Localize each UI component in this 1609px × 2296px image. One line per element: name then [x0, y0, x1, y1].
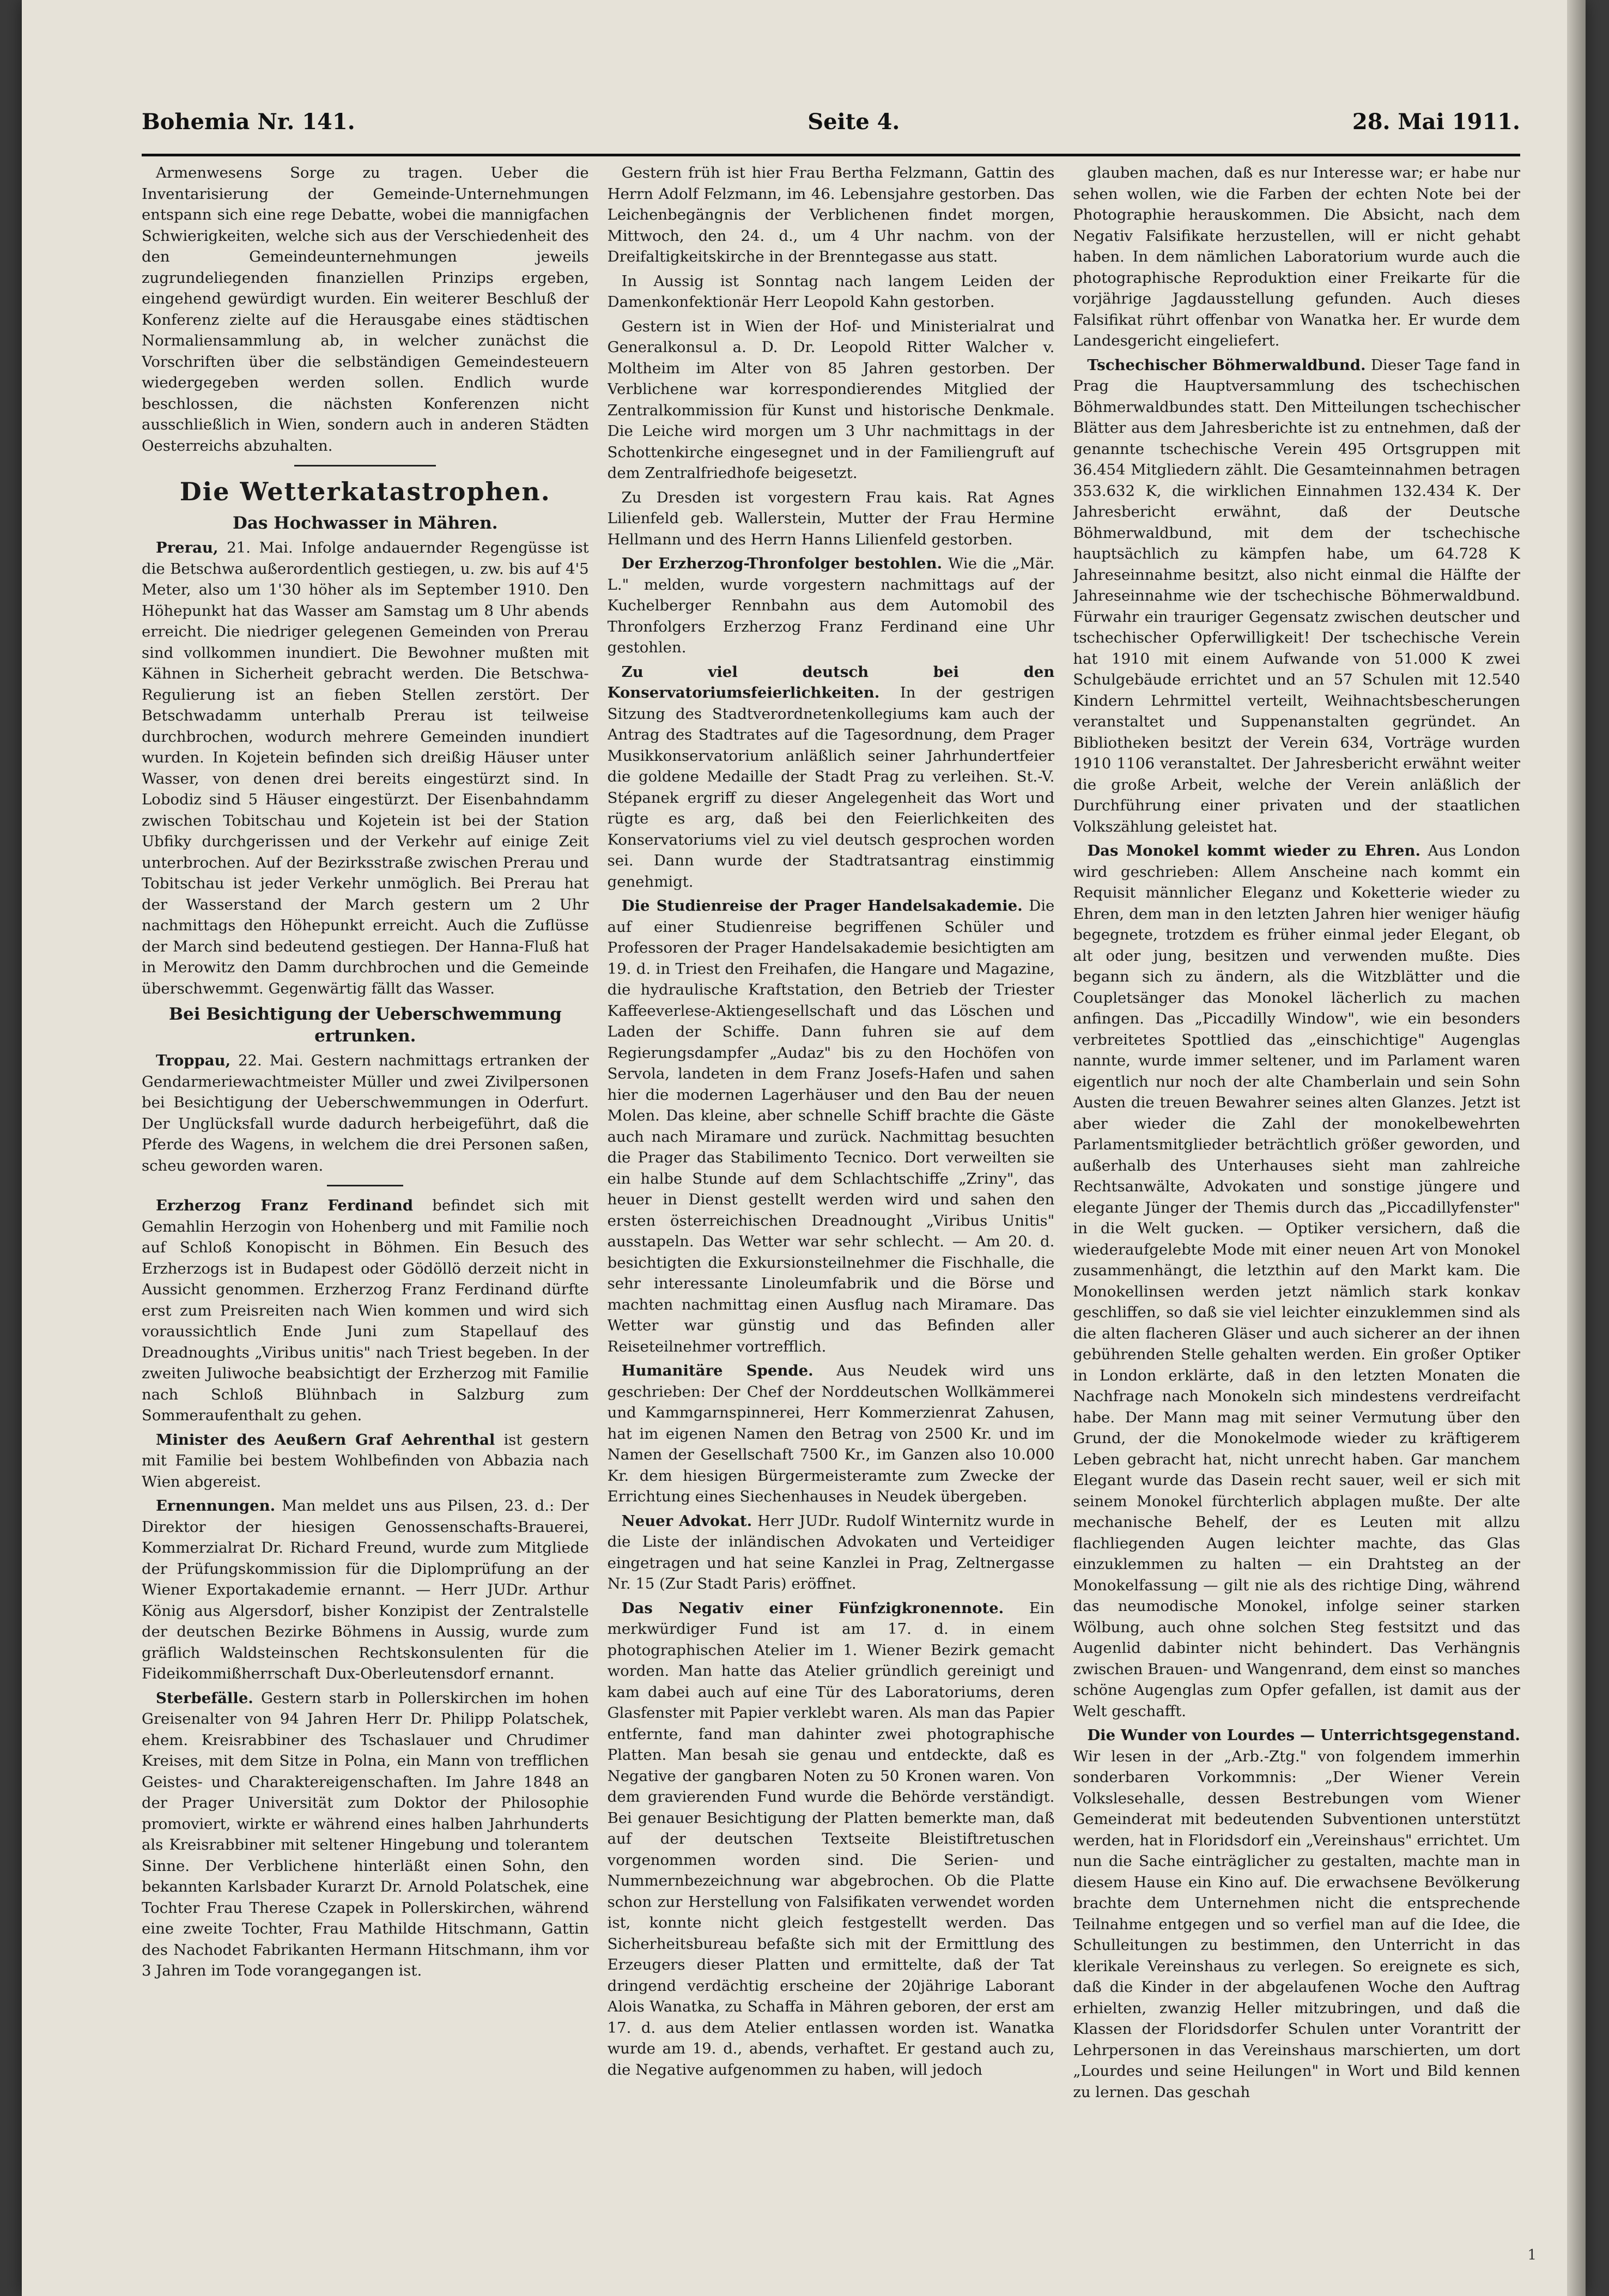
article-paragraph: Sterbefälle. Gestern starb in Pollerskirchen im hohen Greisenalter von 94 Jahren Herr Dr. Philipp Polatschek, ehem. Kreisrabbiner des Tschaslauer und Chrudimer Kreises, mit dem Sitze in Polna, ein Mann von trefflichen Geistes- und Charaktereigenschaften. Im Jahre 1848 an der Prager Universität zum Doktor der Philosophie promoviert, wirkte er während eines halben Jahrhunderts als Kreisrabbiner mit seltener Hingebung und tolerantem Sinne. Der Verblichene hinterläßt einen Sohn, den bekannten Karlsbader Kurarzt Dr. Arnold Polatschek, eine Tochter Frau Therese Czapek in Pollerskirchen, während eine zweite Tochter, Frau Mathilde Hitschmann, Gattin des Nachodet Fabrikanten Hermann Hitschmann, ihm vor 3 Jahren im Tode vorangegangen ist. [142, 1689, 589, 1979]
paragraph-lead: Humanitäre Spende. [621, 1362, 813, 1379]
newspaper-page [22, 0, 1586, 2296]
paragraph-lead: Neuer Advokat. [621, 1512, 752, 1530]
article-paragraph: Tschechischer Böhmerwaldbund. Dieser Tage fand in Prag die Hauptversammlung des tschechischen Böhmerwaldbundes statt. Den Mitteilungen tschechischer Blätter aus dem Jahresberichte ist zu entnehmen, daß der genannte tschechische Verein 495 Ortsgruppen mit 36.454 Mitgliedern zählt. Die Gesamteinnahmen betragen 353.632 K, die wirklichen Einnahmen 132.434 K. Der Jahresbericht erwähnt, daß der Deutsche Böhmerwaldbund, mit dem der tschechische hauptsächlich zu kämpfen habe, um 64.728 K Jahreseinnahme besitzt, also nicht einmal die Hälfte der Jahreseinnahme wie der tschechische Böhmerwaldbund. Fürwahr ein trauriger Gegensatz zwischen deutscher und tschechischer Opferwilligkeit! Der tschechische Verein hat 1910 mit einem Aufwande von 51.000 K zwei Schulgebäude errichtet und an 57 Schulen mit 12.540 Kindern Lehrmittel verteilt, Weihnachtsbescherungen veranstaltet und Suppenanstalten gegründet. An Bibliotheken besitzt der Verein 634, Vorträge wurden 1910 1106 veranstaltet. Der Jahresbericht erwähnt weiter die große Arbeit, welche der Verein anläßlich der Durchführung einer privaten und der staatlichen Volkszählung geleistet hat. [1073, 356, 1520, 835]
article-paragraph: Neuer Advokat. Herr JUDr. Rudolf Winternitz wurde in die Liste der inländischen Advokaten und Verteidiger eingetragen und hat seine Kanzlei in Prag, Zeltnergasse Nr. 15 (Zur Stadt Paris) eröffnet. [607, 1512, 1055, 1592]
article-paragraph: Gestern früh ist hier Frau Bertha Felzmann, Gattin des Herrn Adolf Felzmann, im 46. Lebensjahre gestorben. Das Leichenbegängnis der Verblichenen findet morgen, Mittwoch, den 24. d., um 4 Uhr nachm. von der Dreifaltigkeitskirche in der Brenntegasse aus statt. [607, 164, 1055, 265]
header-page-number: Seite 4. [807, 109, 900, 135]
column-1 [142, 162, 589, 2242]
paragraph-lead: Zu viel deutsch bei den Konservatoriumsfeierlichkeiten. [607, 663, 1055, 701]
article-paragraph: Das Negativ einer Fünfzigkronennote. Ein merkwürdiger Fund ist am 17. d. in einem photographischen Atelier im 1. Wiener Bezirk gemacht worden. Man hatte das Atelier gründlich gereinigt und kam dabei auch auf eine Tür des Laboratoriums, deren Glasfenster mit Papier verklebt waren. Als man das Papier entfernte, fand man dahinter zwei photographische Platten. Man besah sie genau und entdeckte, daß es Negative der gangbaren Noten zu 50 Kronen waren. Von dem gravierenden Fund wurde die Behörde verständigt. Bei genauer Besichtigung der Platten bemerkte man, daß auf der deutschen Textseite Bleistiftretuschen vorgenommen worden sind. Die Serien- und Nummernbezeichnung war abgebrochen. Ob die Platte schon zur Herstellung von Falsifikaten verwendet worden ist, konnte nicht gleich festgestellt werden. Das Sicherheitsbureau befaßte sich mit der Ermittlung des Erzeugers dieser Platten und ermittelte, daß der Tat dringend verdächtig erscheine der 20jährige Laborant Alois Wanatka, zu Schaffa in Mähren geboren, der erst am 17. d. aus dem Atelier entlassen worden ist. Wanatka wurde am 19. d., abends, verhaftet. Er gestand auch zu, die Negative aufgenommen zu haben, will jedoch [607, 1599, 1055, 2079]
article-paragraph: Die Wunder von Lourdes — Unterrichtsgegenstand. Wir lesen in der „Arb.-Ztg." von folgendem immerhin sonderbaren Vorkommnis: „Der Wiener Verein Volkslesehalle, dessen Bestrebungen vom Wiener Gemeinderat mit bedeutenden Subventionen unterstützt werden, hat in Floridsdorf ein „Vereinshaus" errichtet. Um nun die Sache einträglicher zu gestalten, machte man in diesem Hause ein Kino auf. Die erwachsene Bevölkerung brachte dem Unternehmen nicht die entsprechende Teilnahme entgegen und so verfiel man auf die Idee, die Schulleitungen zu bestimmen, den Unterricht in das klerikale Vereinshaus zu verlegen. So ereignete es sich, daß die Kinder in der abgelaufenen Woche den Auftrag erhielten, zwanzig Heller mitzubringen, und daß die Klassen der Floridsdorfer Schulen unter Vorantritt der Lehrpersonen in das Vereinshaus marschierten, um dort „Lourdes und seine Heilungen" in Wort und Bild kennen zu lernen. Das geschah [1073, 1726, 1520, 2101]
paragraph-lead: Troppau, [156, 1052, 231, 1069]
paragraph-lead: Ernennungen. [156, 1497, 276, 1514]
article-paragraph: Das Monokel kommt wieder zu Ehren. Aus London wird geschrieben: Allem Anscheine nach kommt ein Requisit männlicher Eleganz und Koketterie wieder zu Ehren, dem man in den letzten Jahren hier weniger häufig begegnete, trotzdem es früher einmal jeder Elegant, ob alt oder jung, besitzen und verwenden mußte. Dies begann sich zu ändern, als die Witzblätter und die Coupletsänger das Monokel lächerlich zu machen anfingen. Das „Piccadilly Window", wie ein besonders verbreitetes Spottlied das „einschichtige" Augenglas nannte, wurde immer seltener, und im Parlament waren eigentlich nur noch der alte Chamberlain und sein Sohn Austen die treuen Bewahrer seines alten Glanzes. Jetzt ist aber wieder die Zahl der monokelbewehrten Parlamentsmitglieder beträchtlich größer geworden, und außerhalb des Unterhauses sieht man zahlreiche Rechtsanwälte, Advokaten und sonstige jüngere und elegante Jünger der Themis durch das „Piccadillyfenster" in die Welt gucken. — Optiker versichern, daß die wiederaufgelebte Mode mit einer neuen Art von Monokel zusammenhängt, die letzthin auf den Markt kam. Die Monokellinsen werden jetzt nämlich stark konkav geschliffen, so daß sie viel leichter einzuklemmen sind als die alten flacheren Gläser und auch sicherer an der ihnen gebührenden Stelle gehalten werden. Ein großer Optiker in London erklärte, daß in den letzten Monaten die Nachfrage nach Monokeln sich mindestens verdreifacht habe. Der Mann mag mit seiner Vermutung über den Grund, der die Monokelmode wieder zu kräftigerem Leben gebracht hat, nicht unrecht haben. Gar manchem Elegant wurde das Dasein recht sauer, weil er sich mit seinem Monokel fürchterlich abplagen mußte. Der alte mechanische Behelf, der es Leuten mit allzu flachliegenden Augen leichter machte, das Glas einzuklemmen zu halten — ein Drahtsteg an der Monokelfassung — gilt nie als des richtige Ding, während das neumodische Monokel, infolge seiner starken Wölbung, auch ohne solchen Steg festsitzt und das Augenlid dabinter nicht behindert. Das Verhängnis zwischen Brauen- und Wangenrand, dem einst so manches schöne Augenglas zum Opfer gefallen, ist damit aus der Welt geschafft. [1073, 842, 1520, 1720]
section-subheading: Das Hochwasser in Mähren. [233, 513, 498, 533]
article-paragraph: Erzherzog Franz Ferdinand befindet sich mit Gemahlin Herzogin von Hohenberg und mit Familie noch auf Schloß Konopischt in Böhmen. Ein Besuch des Erzherzogs ist in Budapest oder Gödöllö derzeit nicht in Aussicht genommen. Erzherzog Franz Ferdinand dürfte erst zum Preisreiten nach Wien kommen und wird sich voraussichtlich Ende Juni zum Stapellauf des Dreadnoughts „Viribus unitis" nach Triest begeben. In der zweiten Juliwoche beabsichtigt der Erzherzog mit Familie nach Schloß Blühnbach in Salzburg zum Sommeraufenthalt zu gehen. [142, 1197, 589, 1424]
article-paragraph: Armenwesens Sorge zu tragen. Ueber die Inventarisierung der Gemeinde-Unternehmungen entspann sich eine rege Debatte, wobei die mannigfachen Schwierigkeiten, welche sich aus der Verschiedenheit des den Gemeindeunternehmungen jeweils zugrundeliegenden finanziellen Prinzips ergeben, eingehend gewürdigt wurden. Ein weiterer Beschluß der Konferenz zielte auf die Herausgabe eines städtischen Normaliensammlung ab, in welcher zunächst die Vorschriften über die selbständigen Gemeindesteuern wiedergegeben werden sollen. Endlich wurde beschlossen, die nächsten Konferenzen nicht ausschließlich in Wien, sondern auch in anderen Städten Oesterreichs abzuhalten. [142, 164, 589, 455]
article-columns [142, 162, 1520, 2242]
section-separator [294, 465, 436, 467]
header-date: 28. Mai 1911. [1352, 109, 1520, 135]
article-paragraph: Troppau, 22. Mai. Gestern nachmittags ertranken der Gendarmeriewachtmeister Müller und zwei Zivilpersonen bei Besichtigung der Ueberschwemmungen in Oderfurt. Der Unglücksfall wurde dadurch herbeigeführt, daß die Pferde des Wagens, in welchem die drei Personen saßen, scheu geworden waren. [142, 1052, 589, 1174]
paragraph-lead: Erzherzog Franz Ferdinand [156, 1197, 414, 1214]
article-paragraph: Gestern ist in Wien der Hof- und Ministerialrat und Generalkonsul a. D. Dr. Leopold Ritter Walcher v. Moltheim im Alter von 85 Jahren gestorben. Der Verblichene war korrespondierendes Mitglied der Zentralkommission für Kunst und historische Denkmale. Die Leiche wird morgen um 3 Uhr nachmittags in der Schottenkirche eingesegnet und in der Familiengruft auf dem Zentralfriedhofe beigesetzt. [607, 317, 1055, 482]
paragraph-lead: Die Wunder von Lourdes — Unterrichtsgegenstand. [1087, 1726, 1520, 1744]
page-corner-mark: 1 [1527, 2247, 1537, 2263]
article-paragraph: Ernennungen. Man meldet uns aus Pilsen, 23. d.: Der Direktor der hiesigen Genossenschafts-Brauerei, Kommerzialrat Dr. Richard Freund, wurde zum Mitgliede der Prüfungskommission für die Diplomprüfung an der Wiener Exportakademie ernannt. — Herr JUDr. Arthur König aus Algersdorf, bisher Konzipist der Zentralstelle der deutschen Bezirke Böhmens in Aussig, wurde zum gräflich Waldsteinschen Rechtskonsulenten für die Fideikommißherrschaft Dux-Oberleutensdorf ernannt. [142, 1497, 589, 1682]
paragraph-lead: Minister des Aeußern Graf Aehrenthal [156, 1431, 495, 1449]
paragraph-lead: Tschechischer Böhmerwaldbund. [1087, 356, 1366, 374]
paragraph-lead: Die Studienreise der Prager Handelsakademie. [621, 897, 1023, 914]
paragraph-lead: Sterbefälle. [156, 1689, 253, 1707]
page-header [142, 109, 1520, 147]
section-subheading: Bei Besichtigung der Ueberschwemmung ertrunken. [168, 1004, 562, 1046]
paragraph-lead: Der Erzherzog-Thronfolger bestohlen. [621, 555, 943, 572]
article-paragraph: Humanitäre Spende. Aus Neudek wird uns geschrieben: Der Chef der Norddeutschen Wollkämmerei und Kammgarnspinnerei, Herr Kommerzienrat Zahusen, hat im eigenen Namen den Betrag von 2500 Kr. und im Namen der Gesellschaft 7500 Kr., im Ganzen also 10.000 Kr. dem hiesigen Bürgermeisteramte zum Zwecke der Errichtung eines Siechenhauses in Neudek übergeben. [607, 1362, 1055, 1505]
header-publication: Bohemia Nr. 141. [142, 109, 355, 135]
article-paragraph: Zu Dresden ist vorgestern Frau kais. Rat Agnes Lilienfeld geb. Wallerstein, Mutter der Frau Hermine Hellmann und des Herrn Hanns Lilienfeld gestorben. [607, 488, 1055, 548]
paragraph-lead: Prerau, [156, 539, 218, 556]
column-2 [608, 162, 1055, 2242]
article-paragraph: Die Studienreise der Prager Handelsakademie. Die auf einer Studienreise begriffenen Schüler und Professoren der Prager Handelsakademie besichtigten am 19. d. in Triest den Freihafen, die Hangare und Magazine, die hydraulische Kraftstation, den Betrieb der Triester Kaffeeverlese-Aktiengesellschaft und das Löschen und Laden der Schiffe. Dann fuhren sie auf dem Regierungsdampfer „Audaz" bis zu den Hochöfen von Servola, landeten in dem Franz Josefs-Hafen und sahen hier die modernen Lagerhäuser und den Bau der neuen Molen. Das kleine, aber schnelle Schiff brachte die Gäste auch nach Miramare und zurück. Nachmittag besuchten die Prager das Stabilimento Tecnico. Dort verweilten sie ein halbe Stunde auf dem Schlachtschiffe „Zriny", das heuer in Dienst gestellt werden wird und sahen den ersten österreichischen Dreadnought „Viribus Unitis" ausstapeln. Das Wetter war sehr schlecht. — Am 20. d. besichtigten die Exkursionsteilnehmer die Fischhalle, die sehr interessante Linoleumfabrik und die Börse und machten nachmittag einen Ausflug nach Miramare. Das Wetter war günstig und das Befinden aller Reiseteilnehmer vortrefflich. [607, 897, 1055, 1355]
article-paragraph: Minister des Aeußern Graf Aehrenthal ist gestern mit Familie bei bestem Wohlbefinden von Abbazia nach Wien abgereist. [142, 1431, 589, 1491]
paragraph-lead: Das Negativ einer Fünfzigkronennote. [621, 1599, 1004, 1617]
article-paragraph: Der Erzherzog-Thronfolger bestohlen. Wie die „Mär. L." melden, wurde vorgestern nachmittags auf der Kuchelberger Rennbahn aus dem Automobil des Thronfolgers Erzherzog Franz Ferdinand eine Uhr gestohlen. [607, 555, 1055, 656]
header-rule [142, 154, 1520, 156]
section-heading: Die Wetterkatastrophen. [179, 477, 551, 506]
paragraph-lead: Das Monokel kommt wieder zu Ehren. [1087, 842, 1421, 859]
article-paragraph: glauben machen, daß es nur Interesse war; er habe nur sehen wollen, wie die Farben der echten Note bei der Photographie herauskommen. Die Absicht, nach dem Negativ Falsifikate herzustellen, will er nicht gehabt haben. In dem nämlichen Laboratorium wurde auch die photographische Reproduktion einer Freikarte für die vorjährige Jagdausstellung gefunden. Auch dieses Falsifikat rührt offenbar von Wanatka her. Er wurde dem Landesgericht eingeliefert. [1073, 164, 1520, 349]
section-separator [327, 1185, 403, 1186]
page-edge-shadow [1567, 0, 1586, 2296]
article-paragraph: Zu viel deutsch bei den Konservatoriumsfeierlichkeiten. In der gestrigen Sitzung des Stadtverordnetenkollegiums kam auch der Antrag des Stadtrates auf die Tagesordnung, dem Prager Musikkonservatorium anläßlich seiner Jahrhundertfeier die goldene Medaille der Stadt Prag zu verleihen. St.-V. Stépanek ergriff zu dieser Angelegenheit das Wort und rügte es arg, daß bei den Feierlichkeiten des Konservatoriums viel zu viel deutsch gesprochen worden sei. Dann wurde der Stadtratsantrag einstimmig genehmigt. [607, 663, 1055, 890]
article-paragraph: In Aussig ist Sonntag nach langem Leiden der Damenkonfektionär Herr Leopold Kahn gestorben. [607, 272, 1055, 311]
column-3 [1073, 162, 1520, 2242]
article-paragraph: Prerau, 21. Mai. Infolge andauernder Regengüsse ist die Betschwa außerordentlich gestiegen, u. zw. bis auf 4'5 Meter, also um 1'30 höher als im September 1910. Den Höhepunkt hat das Wasser am Samstag um 8 Uhr abends erreicht. Die niedriger gelegenen Gemeinden von Prerau sind vollkommen inundiert. Die Bewohner mußten mit Kähnen in Sicherheit gebracht werden. Die Betschwa-Regulierung ist an fieben Stellen zerstört. Der Betschwadamm unterhalb Prerau ist teilweise durchbrochen, wodurch mehrere Gemeinden inundiert wurden. In Kojetein befinden sich dreißig Häuser unter Wasser, von denen drei bereits eingestürzt sind. In Lobodiz sind 5 Häuser eingestürzt. Der Eisenbahndamm zwischen Tobitschau und Kojetein ist bei der Station Ubfiky durchgerissen und der Verkehr auf einige Zeit unterbrochen. Auf der Bezirksstraße zwischen Prerau und Tobitschau ist jeder Verkehr unmöglich. Bei Prerau hat der Wasserstand der March gestern um 2 Uhr nachmittags den Höhepunkt erreicht. Auch die Zuflüsse der March sind bedeutend gestiegen. Der Hanna-Fluß hat in Merowitz den Damm durchbrochen und die Gemeinde überschwemmt. Gegenwärtig fällt das Wasser. [142, 539, 589, 997]
